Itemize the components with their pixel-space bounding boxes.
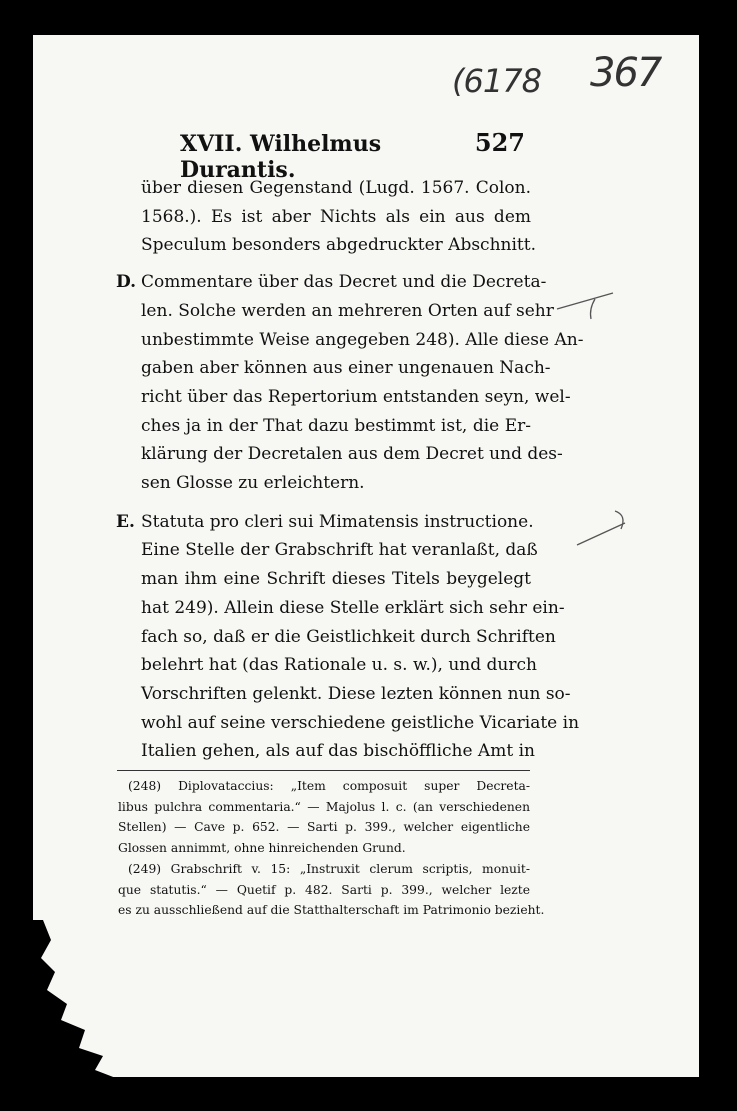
handwritten-number: 367 <box>590 50 661 96</box>
text-line: Italien gehen, als auf das bischöffliche Amt in <box>141 741 535 762</box>
footnote-249 <box>118 859 545 921</box>
text-line: wohl auf seine verschiedene geistliche Vicariate in <box>141 712 580 733</box>
text-line: man ihm eine Schrift dieses Titels beygelegt <box>141 569 531 590</box>
header-title: XVII. Wilhelmus Durantis. <box>180 131 382 183</box>
text-line: unbestimmte Weise angegeben 248). Alle diese An- <box>141 329 584 350</box>
section-letter: E. <box>116 511 135 532</box>
section-d <box>116 268 584 498</box>
text-line: sen Glosse zu erleichtern. <box>141 473 365 494</box>
text-line: gaben aber können aus einer ungenauen Nach- <box>141 358 551 379</box>
text-line: hat 249). Allein diese Stelle erklärt sich sehr ein- <box>141 597 565 618</box>
text-line: Commentare über das Decret und die Decreta- <box>141 272 547 293</box>
footnote-248 <box>118 776 530 858</box>
text-line: klärung der Decretalen aus dem Decret und des- <box>141 444 563 465</box>
footnote-line: libus pulchra commentaria.“ — Majolus l. c. (an verschiedenen <box>118 799 530 814</box>
footnote-line: Glossen annimmt, ohne hinreichenden Grund. <box>118 840 406 855</box>
footnote-line: (248) Diplovataccius: „Item composuit super Decreta- <box>128 779 530 793</box>
footnote-line: que statutis.“ — Quetif p. 482. Sarti p. 399., welcher lezte <box>118 882 530 897</box>
text-line: ches ja in der That dazu bestimmt ist, die Er- <box>141 415 531 436</box>
section-letter: D. <box>116 272 137 293</box>
footnote-line: (249) Grabschrift v. 15: „Instruxit clerum scriptis, monuit- <box>128 862 530 876</box>
intro-paragraph <box>116 174 536 260</box>
section-e <box>116 508 580 766</box>
torn-edge <box>33 920 123 1080</box>
text-line: 1568.). Es ist aber Nichts als ein aus dem <box>141 206 531 227</box>
footnotes <box>118 776 545 922</box>
text-line: len. Solche werden an mehreren Orten auf sehr <box>141 300 554 321</box>
text-line: richt über das Repertorium entstanden seyn, wel- <box>141 386 571 407</box>
text-line: Speculum besonders abgedruckter Abschnitt. <box>141 235 536 256</box>
margin-pencil-mark <box>555 285 615 325</box>
footnote-rule <box>117 770 530 771</box>
text-line: Statuta pro cleri sui Mimatensis instructione. <box>141 511 534 532</box>
text-line: Eine Stelle der Grabschrift hat veranlaßt, daß <box>141 540 538 561</box>
handwritten-shelfmark: (6178 <box>452 62 541 100</box>
text-line: Vorschriften gelenkt. Diese lezten können nun so- <box>141 683 571 704</box>
text-line: über diesen Gegenstand (Lugd. 1567. Colon. <box>141 178 531 198</box>
margin-pencil-mark <box>575 505 630 550</box>
page-number: 527 <box>474 128 525 157</box>
footnote-line: Stellen) — Cave p. 652. — Sarti p. 399., welcher eigentliche <box>118 820 530 834</box>
footnote-line: es zu ausschließend auf die Statthalterschaft im Patrimonio bezieht. <box>118 903 545 917</box>
text-line: belehrt hat (das Rationale u. s. w.), und durch <box>141 655 537 676</box>
text-line: fach so, daß er die Geistlichkeit durch Schriften <box>141 626 556 647</box>
main-text <box>116 174 584 766</box>
